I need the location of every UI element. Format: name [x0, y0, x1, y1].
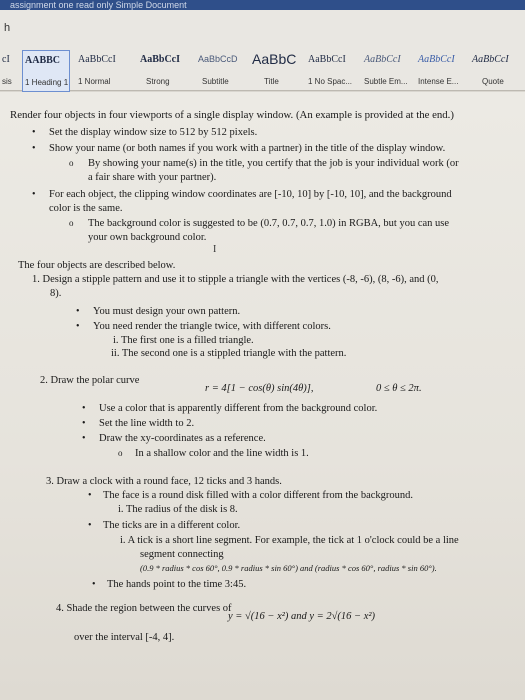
- style-quote[interactable]: [470, 50, 524, 92]
- bullet-icon: •: [88, 520, 92, 531]
- list-item: By showing your name(s) in the title, you certify that the job is your individual work (or: [88, 158, 459, 169]
- style-sample: AABBC: [25, 55, 61, 66]
- curve-equations: y = √(16 − x²) and y = 2√(16 − x²): [228, 611, 376, 622]
- list-item-continued: segment connecting: [140, 549, 224, 560]
- style-label: Subtle Em...: [364, 77, 408, 86]
- numbered-item: 4. Shade the region between the curves of: [56, 603, 232, 614]
- section-heading: The four objects are described below.: [18, 260, 176, 271]
- circle-bullet-icon: o: [118, 448, 123, 458]
- list-item-continued: a fair share with your partner).: [88, 172, 217, 183]
- circle-bullet-icon: o: [69, 218, 74, 228]
- circle-bullet-icon: o: [69, 158, 74, 168]
- text-cursor-icon: I: [213, 244, 217, 255]
- style-strong[interactable]: [138, 50, 194, 92]
- list-item: i. The radius of the disk is 8.: [118, 504, 238, 515]
- style-sample: AaBbCcD: [198, 54, 238, 64]
- style-label: Title: [264, 77, 279, 86]
- ribbon-partial-letter: h: [4, 22, 11, 34]
- intro-line: Render four objects in four viewports of a single display window. (An example is provided at the end.): [10, 109, 454, 121]
- list-item: You need render the triangle twice, with different colors.: [93, 321, 331, 332]
- bullet-icon: •: [32, 143, 36, 154]
- list-item: Set the line width to 2.: [99, 418, 195, 429]
- style-subtitle[interactable]: [196, 50, 248, 92]
- style-label: 1 No Spac...: [308, 77, 353, 86]
- list-item: Show your name (or both names if you work with a partner) in the title of the display window.: [49, 143, 446, 154]
- list-item-continued: your own background color.: [88, 232, 207, 243]
- style-subtle-emphasis[interactable]: [362, 50, 414, 92]
- list-item: The hands point to the time 3:45.: [107, 579, 247, 590]
- list-item: i. The first one is a filled triangle.: [113, 335, 254, 346]
- style-sample: AaBbCcI: [418, 54, 455, 65]
- list-item: Draw the xy-coordinates as a reference.: [99, 433, 266, 444]
- style-sample: AaBbCcI: [472, 54, 509, 65]
- list-item: The face is a round disk filled with a color different from the background.: [103, 490, 414, 501]
- bullet-icon: •: [92, 579, 96, 590]
- window-title-bar: [0, 0, 525, 10]
- style-partial[interactable]: [0, 50, 22, 92]
- numbered-item-continued: 8).: [50, 288, 62, 299]
- window-title: assignment one read only Simple Document: [10, 0, 187, 10]
- numbered-item: 1. Design a stipple pattern and use it to stipple a triangle with the vertices (-8, -6), (8, -6), and (0,: [32, 274, 439, 285]
- list-item: The ticks are in a different color.: [103, 520, 241, 531]
- style-no-spacing[interactable]: [306, 50, 362, 92]
- style-sample: AaBbCcI: [140, 54, 181, 65]
- bullet-icon: •: [32, 127, 36, 138]
- list-item: Set the display window size to 512 by 512 pixels.: [49, 127, 258, 138]
- bullet-icon: •: [88, 490, 92, 501]
- list-item-continued: color is the same.: [49, 203, 123, 214]
- bullet-icon: •: [32, 189, 36, 200]
- style-sample: AaBbCcI: [78, 54, 116, 65]
- numbered-item: 2. Draw the polar curve: [40, 375, 140, 386]
- style-title[interactable]: [250, 50, 306, 92]
- style-label: Subtitle: [202, 77, 229, 86]
- style-label: 1 Heading 1: [25, 78, 69, 87]
- style-sample: AaBbCcI: [364, 54, 401, 65]
- style-sample: AaBbC: [252, 51, 297, 67]
- style-label: sis: [2, 77, 12, 86]
- bullet-icon: •: [82, 403, 86, 414]
- polar-equation: r = 4[1 − cos(θ) sin(4θ)],: [205, 383, 314, 394]
- style-heading-1[interactable]: [22, 50, 70, 92]
- list-item: ii. The second one is a stippled triangle with the pattern.: [111, 348, 347, 359]
- interval-line: over the interval [-4, 4].: [74, 632, 175, 643]
- numbered-item: 3. Draw a clock with a round face, 12 ticks and 3 hands.: [46, 476, 282, 487]
- list-item: i. A tick is a short line segment. For example, the tick at 1 o'clock could be a line: [120, 535, 459, 546]
- style-label: 1 Normal: [78, 77, 111, 86]
- style-label: Intense E...: [418, 77, 459, 86]
- polar-range: 0 ≤ θ ≤ 2π.: [376, 383, 422, 394]
- list-item: You must design your own pattern.: [93, 306, 241, 317]
- list-item: In a shallow color and the line width is 1.: [135, 448, 309, 459]
- bullet-icon: •: [76, 306, 80, 317]
- bullet-icon: •: [82, 433, 86, 444]
- styles-ribbon: [0, 10, 525, 91]
- list-item: Use a color that is apparently different from the background color.: [99, 403, 378, 414]
- style-sample: AaBbCcI: [308, 54, 346, 65]
- document-page[interactable]: [0, 92, 525, 700]
- bullet-icon: •: [76, 321, 80, 332]
- style-label: Quote: [482, 77, 504, 86]
- style-normal[interactable]: [76, 50, 132, 92]
- style-sample: cI: [2, 54, 10, 65]
- styles-gallery: [0, 50, 525, 92]
- list-item: For each object, the clipping window coordinates are [-10, 10] by [-10, 10], and the background: [49, 189, 452, 200]
- tick-formula: (0.9 * radius * cos 60°, 0.9 * radius * sin 60°) and (radius * cos 60°, radius * sin 60°).: [140, 563, 437, 573]
- bullet-icon: •: [82, 418, 86, 429]
- list-item: The background color is suggested to be (0.7, 0.7, 0.7, 1.0) in RGBA, but you can use: [88, 218, 450, 229]
- style-label: Strong: [146, 77, 170, 86]
- style-intense-emphasis[interactable]: [416, 50, 470, 92]
